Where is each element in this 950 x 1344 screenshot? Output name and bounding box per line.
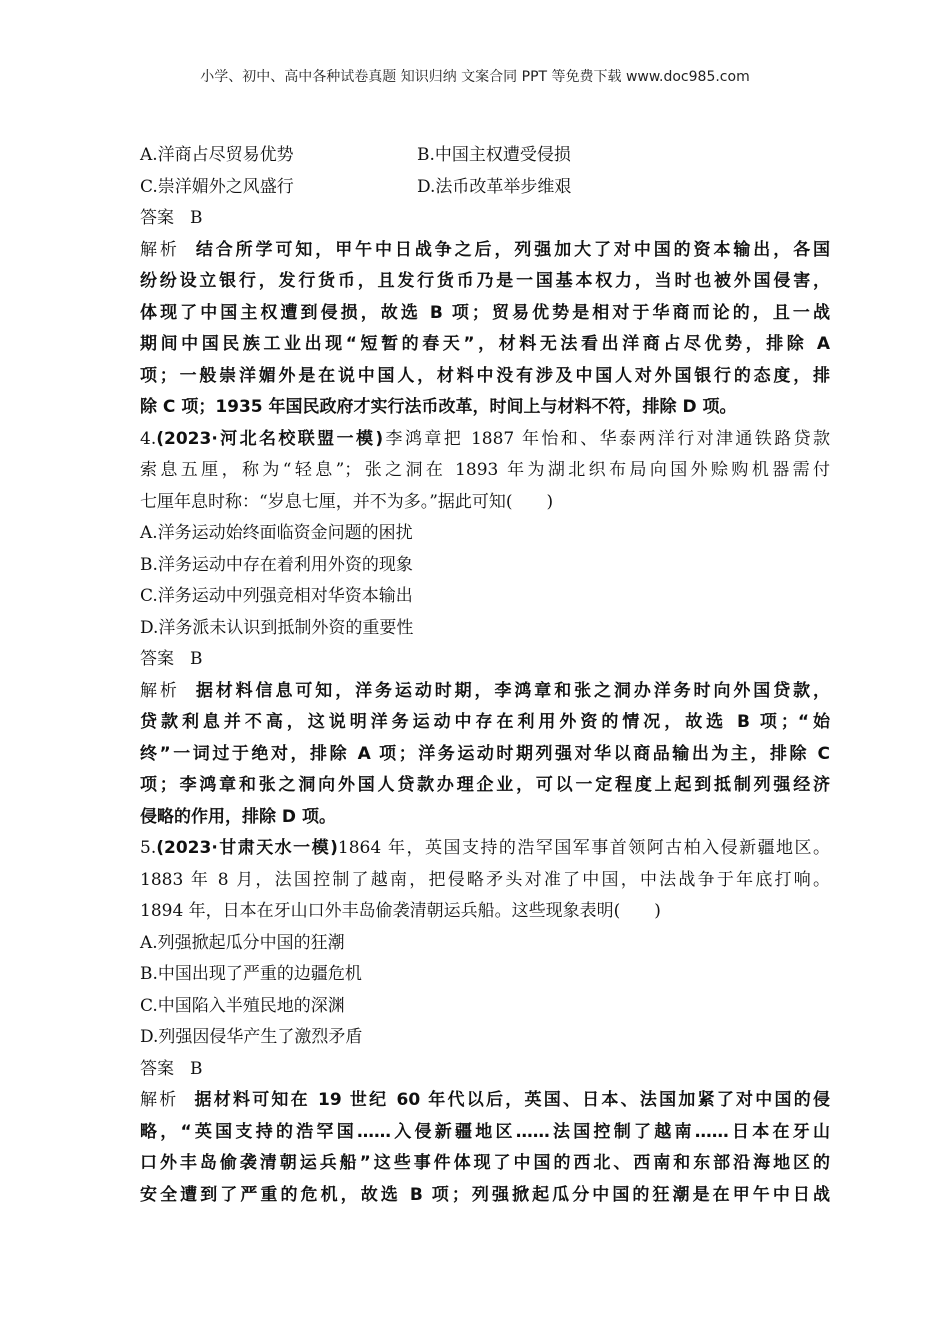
q3-analysis-line: 体现了中国主权遭到侵损，故选 B 项；贸易优势是相对于华商而论的，且一战 xyxy=(140,302,830,323)
q5-answer-value: B xyxy=(190,1058,203,1079)
q3-option-d: D.法币改革举步维艰 xyxy=(417,176,572,197)
q4-option-b: B.洋务运动中存在着利用外资的现象 xyxy=(140,554,413,575)
q4-analysis-label: 解析 xyxy=(140,680,180,701)
q5-option-a: A.列强掀起瓜分中国的狂潮 xyxy=(140,932,345,953)
q5-option-c: C.中国陷入半殖民地的深渊 xyxy=(140,995,345,1016)
q3-analysis-line: 纷纷设立银行，发行货币，且发行货币乃是一国基本权力，当时也被外国侵害， xyxy=(140,271,830,291)
q5-option-d: D.列强因侵华产生了激烈矛盾 xyxy=(140,1027,363,1047)
q3-analysis-label: 解析 xyxy=(140,239,180,260)
q4-option-a: A.洋务运动始终面临资金问题的困扰 xyxy=(140,523,413,543)
q5-source: (2023·甘肃天水一模) xyxy=(156,838,338,858)
q4-answer-value: B xyxy=(190,649,203,669)
q4-answer xyxy=(140,644,830,676)
q5-stem-line: 1894 年，日本在牙山口外丰岛偷袭清朝运兵船。这些现象表明( ) xyxy=(140,901,661,921)
q5-option-b: B.中国出现了严重的边疆危机 xyxy=(140,964,362,984)
q3-analysis-line: 除 C 项；1935 年国民政府才实行法币改革，时间上与材料不符，排除 D 项。 xyxy=(140,397,737,417)
q5-stem-line: 5.(2023·甘肃天水一模)1864 年，英国支持的浩罕国军事首领阿古柏入侵新疆地区。 xyxy=(140,838,831,858)
q4-option-c: C.洋务运动中列强竞相对华资本输出 xyxy=(140,586,413,606)
document-body xyxy=(140,140,830,1211)
q5-answer xyxy=(140,1054,830,1086)
q4-stem-line: 七厘年息时称：“岁息七厘，并不为多。”据此可知( ) xyxy=(140,491,554,512)
q5-analysis-line: 口外丰岛偷袭清朝运兵船”这些事件体现了中国的西北、西南和东部沿海地区的 xyxy=(140,1153,830,1173)
q3-answer xyxy=(140,203,830,235)
q3-analysis-line: 期间中国民族工业出现“短暂的春天”，材料无法看出洋商占尽优势，排除 A xyxy=(140,334,830,354)
q3-analysis-line: 解析 结合所学可知，甲午中日战争之后，列强加大了对中国的资本输出，各国 xyxy=(140,239,831,260)
q4-number: 4. xyxy=(140,428,157,449)
q3-option-c: C.崇洋媚外之风盛行 xyxy=(140,176,294,197)
q3-option-b: B.中国主权遭受侵损 xyxy=(417,145,571,165)
q5-analysis-label: 解析 xyxy=(140,1090,179,1110)
q3-answer-label: 答案 xyxy=(140,208,174,228)
q3-options-row-1 xyxy=(140,140,830,172)
q4-analysis-line: 项；李鸿章和张之洞向外国人贷款办理企业，可以一定程度上起到抵制列强经济 xyxy=(140,775,830,795)
q5-analysis-line: 解析 据材料可知在 19 世纪 60 年代以后，英国、日本、法国加紧了对中国的侵 xyxy=(140,1090,831,1110)
q4-source: (2023·河北名校联盟一模) xyxy=(156,428,384,449)
q4-analysis-line: 解析 据材料信息可知，洋务运动时期，李鸿章和张之洞办洋务时向外国贷款， xyxy=(140,680,831,701)
q5-stem-line: 1883 年 8 月，法国控制了越南，把侵略矛头对准了中国，中法战争于年底打响。 xyxy=(140,869,830,890)
q5-number: 5. xyxy=(140,838,157,858)
q4-stem-line: 索息五厘，称为“轻息”；张之洞在 1893 年为湖北织布局向国外赊购机器需付 xyxy=(140,460,830,480)
q4-stem-line: 4.(2023·河北名校联盟一模)李鸿章把 1887 年怡和、华泰两洋行对津通铁路贷款 xyxy=(140,428,830,449)
q4-answer-label: 答案 xyxy=(140,649,174,669)
q3-analysis-line: 项；一般崇洋媚外是在说中国人，材料中没有涉及中国人对外国银行的态度，排 xyxy=(140,365,830,386)
q4-analysis-line: 终”一词过于绝对，排除 A 项；洋务运动时期列强对华以商品输出为主，排除 C xyxy=(140,743,830,764)
q3-answer-value: B xyxy=(190,208,203,228)
q3-option-a: A.洋商占尽贸易优势 xyxy=(140,145,294,165)
q5-analysis-line: 安全遭到了严重的危机，故选 B 项；列强掀起瓜分中国的狂潮是在甲午中日战 xyxy=(140,1184,830,1205)
q4-option-d: D.洋务派未认识到抵制外资的重要性 xyxy=(140,617,414,638)
q5-answer-label: 答案 xyxy=(140,1058,174,1079)
q5-analysis-line: 略，“英国支持的浩罕国……入侵新疆地区……法国控制了越南……日本在牙山 xyxy=(140,1121,830,1142)
q3-options-row-2 xyxy=(140,172,830,204)
q4-analysis-line: 贷款利息并不高，这说明洋务运动中存在利用外资的情况，故选 B 项；“始 xyxy=(140,712,830,732)
page-header: 小学、初中、高中各种试卷真题 知识归纳 文案合同 PPT 等免费下载 www.doc985.com xyxy=(200,69,750,85)
q4-analysis-line: 侵略的作用，排除 D 项。 xyxy=(140,806,336,827)
